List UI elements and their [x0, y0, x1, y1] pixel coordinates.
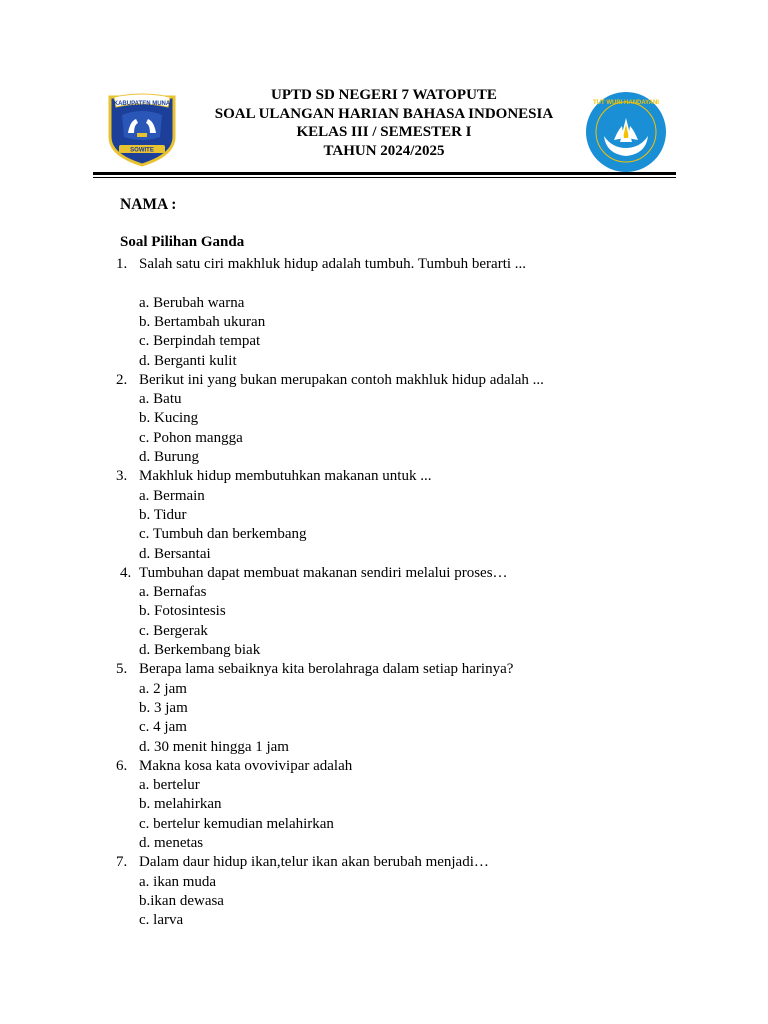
answer-option: c. 4 jam — [139, 719, 187, 736]
kabupaten-muna-logo — [104, 93, 180, 167]
answer-option: d. menetas — [139, 835, 204, 851]
answer-option: b. Tidur — [139, 506, 187, 523]
exam-title: SOAL ULANGAN HARIAN BAHASA INDONESIA — [214, 105, 554, 122]
section-title: Soal Pilihan Ganda — [120, 234, 245, 250]
svg-text:KABUPATEN MUNA: KABUPATEN MUNA — [113, 101, 171, 107]
answer-option: b. Bertambah ukuran — [139, 313, 266, 330]
answer-option: c. Bergerak — [139, 622, 208, 639]
answer-option: a. Batu — [139, 391, 182, 408]
document-header — [0, 86, 768, 172]
answer-option: a. 2 jam — [139, 680, 187, 697]
answer-option: b. 3 jam — [139, 699, 188, 716]
question-number: 3. — [116, 468, 128, 485]
question-number: 2. — [116, 371, 128, 388]
answer-option: a. ikan muda — [139, 873, 217, 890]
question-text: Berikut ini yang bukan merupakan contoh makhluk hidup adalah ... — [139, 371, 544, 388]
question-number: 1. — [116, 256, 128, 272]
question-text: Dalam daur hidup ikan,telur ikan akan berubah menjadi… — [139, 854, 489, 871]
answer-option: d. Berkembang biak — [139, 642, 261, 658]
student-name-label: NAMA : — [120, 196, 177, 213]
question-number: 6. — [116, 757, 128, 774]
question-number: 4. — [120, 564, 132, 581]
answer-option: c. Tumbuh dan berkembang — [139, 526, 307, 543]
question-text: Tumbuhan dapat membuat makanan sendiri melalui proses… — [139, 564, 508, 581]
question-text: Salah satu ciri makhluk hidup adalah tumbuh. Tumbuh berarti ... — [139, 256, 527, 272]
school-name: UPTD SD NEGERI 7 WATOPUTE — [271, 87, 497, 103]
school-year: TAHUN 2024/2025 — [323, 142, 445, 159]
answer-option: b. Kucing — [139, 410, 199, 427]
answer-option: c. Pohon mangga — [139, 429, 243, 446]
svg-text:TUT WURI HANDAYANI: TUT WURI HANDAYANI — [593, 100, 659, 106]
answer-option: b.ikan dewasa — [139, 892, 224, 909]
answer-option: c. bertelur kemudian melahirkan — [139, 815, 334, 832]
question-text: Berapa lama sebaiknya kita berolahraga dalam setiap harinya? — [139, 661, 514, 678]
answer-option: d. Burung — [139, 449, 199, 465]
answer-option: c. larva — [139, 912, 184, 929]
answer-option: a. bertelur — [139, 777, 200, 794]
question-number: 5. — [116, 661, 128, 678]
answer-option: c. Berpindah tempat — [139, 333, 261, 350]
header-rule-thin — [93, 177, 676, 178]
class-semester: KELAS III / SEMESTER I — [296, 124, 472, 140]
answer-option: d. Berganti kulit — [139, 352, 237, 369]
question-text: Makna kosa kata ovovivipar adalah — [139, 757, 353, 774]
question-number: 7. — [116, 854, 128, 871]
svg-text:SOWITE: SOWITE — [130, 147, 154, 154]
answer-option: b. Fotosintesis — [139, 603, 226, 620]
tut-wuri-handayani-logo — [584, 90, 668, 174]
answer-option: a. Berubah warna — [139, 294, 245, 311]
answer-option: a. Bernafas — [139, 584, 207, 601]
answer-option: d. Bersantai — [139, 545, 211, 562]
header-rule-thick — [93, 172, 676, 175]
answer-option: b. melahirkan — [139, 796, 222, 813]
answer-option: a. Bermain — [139, 487, 205, 504]
question-text: Makhluk hidup membutuhkan makanan untuk ... — [139, 468, 432, 485]
answer-option: d. 30 menit hingga 1 jam — [139, 738, 289, 755]
